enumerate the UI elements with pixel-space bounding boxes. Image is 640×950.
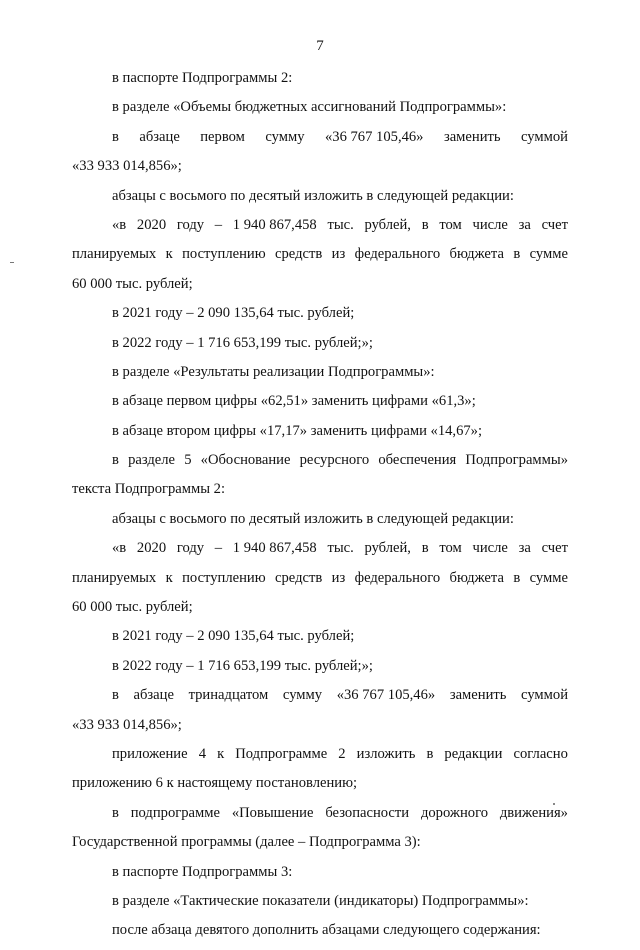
word: 4 [198, 745, 206, 762]
word: году [176, 216, 205, 233]
word: планируемых [72, 246, 157, 263]
paragraph-line: «33 933 014,856»; [72, 716, 182, 733]
paragraph-line-justified [72, 127, 568, 156]
paragraph-line-justified [72, 538, 568, 567]
paragraph-line: в 2021 году – 2 090 135,64 тыс. рублей; [112, 305, 355, 322]
page-number: 7 [316, 38, 324, 54]
word: подпрограмме [130, 804, 220, 821]
word: поступлению [182, 569, 266, 586]
paragraph-line: в абзаце первом цифры «62,51» заменить цифрами «61,3»; [112, 393, 476, 410]
word: «36 767 105,46» [324, 128, 424, 145]
word: 1 940 867,458 [232, 216, 317, 233]
word: к [165, 246, 173, 263]
word: в [112, 687, 119, 704]
word: «36 767 105,46» [336, 687, 436, 704]
word: к [217, 745, 225, 762]
word: в [112, 452, 119, 469]
word: «в [112, 540, 127, 557]
paragraph-line-justified [72, 744, 568, 773]
margin-mark [10, 262, 14, 263]
word: редакции [444, 745, 503, 762]
word: Подпрограммы» [465, 452, 568, 469]
paragraph-line: в разделе «Результаты реализации Подпрограммы»: [112, 363, 435, 380]
word: дорожного [420, 804, 488, 821]
word: 2020 [136, 216, 167, 233]
word: за [518, 540, 531, 557]
paragraph-line: абзацы с восьмого по десятый изложить в следующей редакции: [112, 187, 514, 204]
word: федерального [354, 569, 441, 586]
paragraph-line: в разделе «Тактические показатели (индикаторы) Подпрограммы»: [112, 892, 529, 909]
word: рублей, [364, 216, 411, 233]
paragraph-line: «33 933 014,856»; [72, 158, 182, 175]
word: сумму [265, 128, 305, 145]
word: сумме [529, 246, 568, 263]
word: – [214, 216, 223, 233]
word: в [421, 540, 429, 557]
word: в [513, 569, 521, 586]
word: абзаце [139, 128, 180, 145]
document-body [72, 68, 568, 950]
paragraph-line: в 2022 году – 1 716 653,199 тыс. рублей;»; [112, 657, 373, 674]
word: заменить [449, 687, 507, 704]
paragraph-line-justified [72, 803, 568, 832]
word: приложение [112, 745, 188, 762]
word: за [518, 216, 531, 233]
word: в [112, 128, 119, 145]
paragraph-line: в паспорте Подпрограммы 2: [112, 70, 293, 86]
word: счет [541, 216, 568, 233]
word: заменить [443, 128, 501, 145]
paragraph-line: в 2022 году – 1 716 653,199 тыс. рублей;»; [112, 334, 373, 351]
paragraph-line-justified [72, 244, 568, 273]
word: средств [275, 569, 323, 586]
word: первом [200, 128, 245, 145]
word: тыс. [327, 540, 354, 557]
word: бюджета [449, 246, 504, 263]
word: том [439, 540, 462, 557]
word: году [176, 540, 205, 557]
word: обеспечения [378, 452, 457, 469]
paragraph-line: Государственной программы (далее – Подпрограмма 3): [72, 834, 421, 851]
word: суммой [521, 687, 568, 704]
paragraph-line: 60 000 тыс. рублей; [72, 599, 193, 616]
word: суммой [521, 128, 568, 145]
word: тринадцатом [188, 687, 269, 704]
word: 1 940 867,458 [232, 540, 317, 557]
word: «Повышение [231, 804, 314, 821]
paragraph-line: в паспорте Подпрограммы 3: [112, 863, 293, 880]
word: поступлению [182, 246, 266, 263]
word: движения» [499, 804, 568, 821]
word: в [421, 216, 429, 233]
paragraph-line: текста Подпрограммы 2: [72, 481, 226, 498]
word: числе [472, 540, 508, 557]
word: изложить [356, 745, 416, 762]
word: 5 [184, 452, 192, 469]
word: планируемых [72, 569, 157, 586]
word: ресурсного [299, 452, 370, 469]
word: 2 [338, 745, 346, 762]
word: рублей, [364, 540, 411, 557]
word: счет [541, 540, 568, 557]
word: согласно [513, 745, 568, 762]
word: из [331, 246, 346, 263]
word: сумме [529, 569, 568, 586]
word: средств [275, 246, 323, 263]
word: абзаце [133, 687, 174, 704]
paragraph-line-justified [72, 215, 568, 244]
word: в [426, 745, 434, 762]
word: бюджета [449, 569, 504, 586]
word: том [439, 216, 462, 233]
word: безопасности [325, 804, 410, 821]
word: тыс. [327, 216, 354, 233]
paragraph-line-justified [72, 568, 568, 597]
word: федерального [354, 246, 441, 263]
paragraph-line: в 2021 году – 2 090 135,64 тыс. рублей; [112, 628, 355, 645]
word: «Обоснование [200, 452, 291, 469]
word: Подпрограмме [235, 745, 328, 762]
word: к [165, 569, 173, 586]
word: в [513, 246, 521, 263]
paragraph-line-justified [72, 450, 568, 479]
word: числе [472, 216, 508, 233]
word: 2020 [136, 540, 167, 557]
paragraph-line-justified [72, 685, 568, 714]
word: – [214, 540, 223, 557]
word: сумму [282, 687, 323, 704]
word: «в [112, 216, 127, 233]
word: из [331, 569, 346, 586]
paragraph-line: абзацы с восьмого по десятый изложить в следующей редакции: [112, 510, 514, 527]
paragraph-line: в разделе «Объемы бюджетных ассигнований Подпрограммы»: [112, 99, 507, 116]
word: разделе [128, 452, 176, 469]
paragraph-line: приложению 6 к настоящему постановлению; [72, 775, 358, 792]
paragraph-line: в абзаце втором цифры «17,17» заменить цифрами «14,67»; [112, 422, 483, 439]
paragraph-line: после абзаца девятого дополнить абзацами следующего содержания: [112, 922, 541, 939]
word: в [112, 804, 119, 821]
paragraph-line: 60 000 тыс. рублей; [72, 275, 193, 292]
